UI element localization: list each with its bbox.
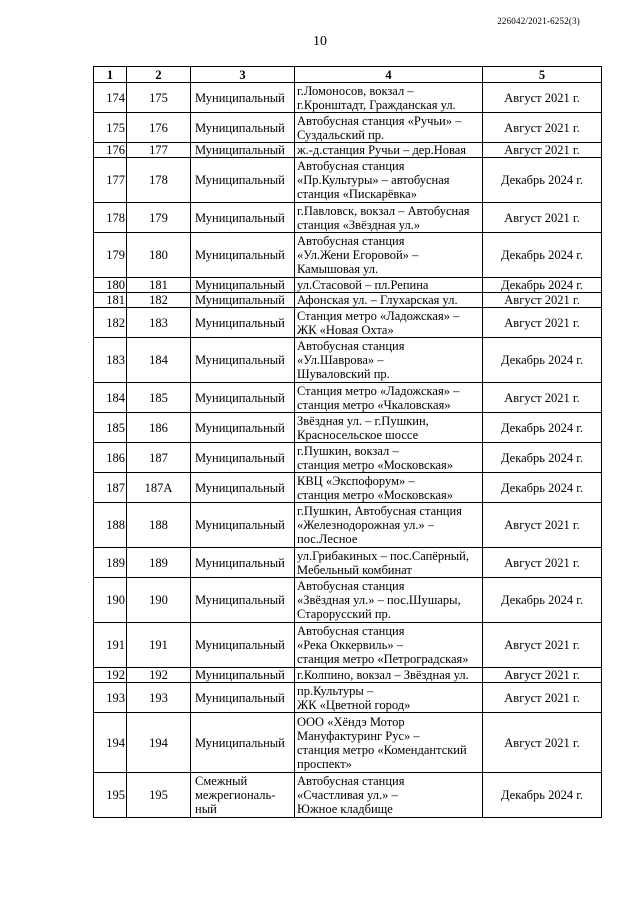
route-cell: Станция метро «Ладожская» – ЖК «Новая Охта»	[295, 308, 483, 338]
row-number-cell: 193	[94, 683, 127, 713]
date-cell: Декабрь 2024 г.	[483, 473, 602, 503]
column-header: 5	[483, 67, 602, 83]
table-row	[94, 713, 602, 773]
table-row	[94, 773, 602, 818]
table-body	[94, 83, 602, 818]
row-number-cell: 181	[94, 293, 127, 308]
route-cell: Автобусная станция «Счастливая ул.» – Южное кладбище	[295, 773, 483, 818]
row-number-cell: 188	[94, 503, 127, 548]
table-row	[94, 623, 602, 668]
route-cell: Звёздная ул. – г.Пушкин, Красносельское шоссе	[295, 413, 483, 443]
route-number-cell: 176	[127, 113, 191, 143]
route-cell: г.Колпино, вокзал – Звёздная ул.	[295, 668, 483, 683]
date-cell: Декабрь 2024 г.	[483, 773, 602, 818]
route-type-cell: Муниципальный	[191, 383, 295, 413]
route-cell: ул.Грибакиных – пос.Сапёрный, Мебельный комбинат	[295, 548, 483, 578]
date-cell: Август 2021 г.	[483, 308, 602, 338]
route-number-cell: 175	[127, 83, 191, 113]
route-cell: г.Ломоносов, вокзал – г.Кронштадт, Гражданская ул.	[295, 83, 483, 113]
route-number-cell: 186	[127, 413, 191, 443]
route-number-cell: 187	[127, 443, 191, 473]
route-type-cell: Муниципальный	[191, 158, 295, 203]
route-number-cell: 182	[127, 293, 191, 308]
table-row	[94, 338, 602, 383]
route-number-cell: 193	[127, 683, 191, 713]
document-number: 226042/2021-6252(3)	[497, 16, 580, 26]
table-row	[94, 293, 602, 308]
date-cell: Декабрь 2024 г.	[483, 233, 602, 278]
route-cell: Автобусная станция «Звёздная ул.» – пос.Шушары, Старорусский пр.	[295, 578, 483, 623]
row-number-cell: 195	[94, 773, 127, 818]
route-type-cell: Муниципальный	[191, 143, 295, 158]
table-row	[94, 413, 602, 443]
row-number-cell: 186	[94, 443, 127, 473]
route-type-cell: Муниципальный	[191, 293, 295, 308]
route-type-cell: Муниципальный	[191, 548, 295, 578]
date-cell: Декабрь 2024 г.	[483, 578, 602, 623]
route-number-cell: 184	[127, 338, 191, 383]
table-row	[94, 443, 602, 473]
row-number-cell: 183	[94, 338, 127, 383]
row-number-cell: 187	[94, 473, 127, 503]
date-cell: Декабрь 2024 г.	[483, 158, 602, 203]
row-number-cell: 184	[94, 383, 127, 413]
route-type-cell: Муниципальный	[191, 338, 295, 383]
route-cell: пр.Культуры – ЖК «Цветной город»	[295, 683, 483, 713]
route-type-cell: Муниципальный	[191, 713, 295, 773]
route-type-cell: Муниципальный	[191, 308, 295, 338]
row-number-cell: 176	[94, 143, 127, 158]
table-row	[94, 143, 602, 158]
route-number-cell: 178	[127, 158, 191, 203]
route-cell: Автобусная станция «Ручьи» – Суздальский пр.	[295, 113, 483, 143]
route-type-cell: Муниципальный	[191, 233, 295, 278]
route-type-cell: Муниципальный	[191, 83, 295, 113]
routes-table	[93, 66, 602, 818]
route-number-cell: 190	[127, 578, 191, 623]
date-cell: Август 2021 г.	[483, 503, 602, 548]
route-number-cell: 188	[127, 503, 191, 548]
date-cell: Август 2021 г.	[483, 203, 602, 233]
row-number-cell: 194	[94, 713, 127, 773]
date-cell: Август 2021 г.	[483, 83, 602, 113]
row-number-cell: 190	[94, 578, 127, 623]
table-row	[94, 473, 602, 503]
row-number-cell: 180	[94, 278, 127, 293]
route-cell: г.Пушкин, вокзал – станция метро «Московская»	[295, 443, 483, 473]
route-type-cell: Муниципальный	[191, 578, 295, 623]
table-row	[94, 383, 602, 413]
table-row	[94, 113, 602, 143]
date-cell: Август 2021 г.	[483, 548, 602, 578]
route-number-cell: 185	[127, 383, 191, 413]
route-cell: Автобусная станция «Ул.Шаврова» – Шуваловский пр.	[295, 338, 483, 383]
route-type-cell: Муниципальный	[191, 473, 295, 503]
table-row	[94, 278, 602, 293]
row-number-cell: 175	[94, 113, 127, 143]
date-cell: Август 2021 г.	[483, 143, 602, 158]
row-number-cell: 185	[94, 413, 127, 443]
route-type-cell: Муниципальный	[191, 668, 295, 683]
route-cell: Автобусная станция «Река Оккервиль» – станция метро «Петроградская»	[295, 623, 483, 668]
route-cell: ул.Стасовой – пл.Репина	[295, 278, 483, 293]
table-row	[94, 668, 602, 683]
route-cell: Станция метро «Ладожская» – станция метро «Чкаловская»	[295, 383, 483, 413]
route-number-cell: 180	[127, 233, 191, 278]
date-cell: Август 2021 г.	[483, 668, 602, 683]
table-row	[94, 158, 602, 203]
date-cell: Август 2021 г.	[483, 713, 602, 773]
date-cell: Декабрь 2024 г.	[483, 443, 602, 473]
route-cell: Автобусная станция «Пр.Культуры» – автобусная станция «Пискарёвка»	[295, 158, 483, 203]
date-cell: Август 2021 г.	[483, 113, 602, 143]
route-type-cell: Смежный межрегиональ- ный	[191, 773, 295, 818]
route-type-cell: Муниципальный	[191, 278, 295, 293]
column-header: 4	[295, 67, 483, 83]
route-number-cell: 177	[127, 143, 191, 158]
route-type-cell: Муниципальный	[191, 113, 295, 143]
route-number-cell: 192	[127, 668, 191, 683]
date-cell: Август 2021 г.	[483, 383, 602, 413]
date-cell: Декабрь 2024 г.	[483, 413, 602, 443]
route-cell: КВЦ «Экспофорум» – станция метро «Московская»	[295, 473, 483, 503]
route-type-cell: Муниципальный	[191, 503, 295, 548]
date-cell: Август 2021 г.	[483, 293, 602, 308]
route-cell: ООО «Хёндэ Мотор Мануфактуринг Рус» – станция метро «Комендантский проспект»	[295, 713, 483, 773]
row-number-cell: 192	[94, 668, 127, 683]
column-header: 2	[127, 67, 191, 83]
table-row	[94, 578, 602, 623]
route-number-cell: 187А	[127, 473, 191, 503]
route-type-cell: Муниципальный	[191, 683, 295, 713]
route-cell: г.Павловск, вокзал – Автобусная станция «Звёздная ул.»	[295, 203, 483, 233]
table-row	[94, 503, 602, 548]
header-row	[94, 67, 602, 83]
date-cell: Декабрь 2024 г.	[483, 338, 602, 383]
route-cell: г.Пушкин, Автобусная станция «Железнодорожная ул.» – пос.Лесное	[295, 503, 483, 548]
route-number-cell: 179	[127, 203, 191, 233]
route-number-cell: 189	[127, 548, 191, 578]
route-type-cell: Муниципальный	[191, 443, 295, 473]
route-number-cell: 181	[127, 278, 191, 293]
route-type-cell: Муниципальный	[191, 623, 295, 668]
column-header: 1	[94, 67, 127, 83]
date-cell: Декабрь 2024 г.	[483, 278, 602, 293]
row-number-cell: 178	[94, 203, 127, 233]
route-type-cell: Муниципальный	[191, 413, 295, 443]
table-row	[94, 308, 602, 338]
route-number-cell: 194	[127, 713, 191, 773]
date-cell: Август 2021 г.	[483, 623, 602, 668]
row-number-cell: 179	[94, 233, 127, 278]
route-number-cell: 195	[127, 773, 191, 818]
route-cell: ж.-д.станция Ручьи – дер.Новая	[295, 143, 483, 158]
table-row	[94, 203, 602, 233]
route-number-cell: 191	[127, 623, 191, 668]
table-row	[94, 683, 602, 713]
table-row	[94, 83, 602, 113]
route-cell: Автобусная станция «Ул.Жени Егоровой» – Камышовая ул.	[295, 233, 483, 278]
row-number-cell: 182	[94, 308, 127, 338]
column-header: 3	[191, 67, 295, 83]
date-cell: Август 2021 г.	[483, 683, 602, 713]
page-number: 10	[313, 34, 327, 49]
row-number-cell: 189	[94, 548, 127, 578]
row-number-cell: 191	[94, 623, 127, 668]
table-row	[94, 233, 602, 278]
table-row	[94, 548, 602, 578]
route-type-cell: Муниципальный	[191, 203, 295, 233]
route-cell: Афонская ул. – Глухарская ул.	[295, 293, 483, 308]
row-number-cell: 174	[94, 83, 127, 113]
row-number-cell: 177	[94, 158, 127, 203]
route-number-cell: 183	[127, 308, 191, 338]
